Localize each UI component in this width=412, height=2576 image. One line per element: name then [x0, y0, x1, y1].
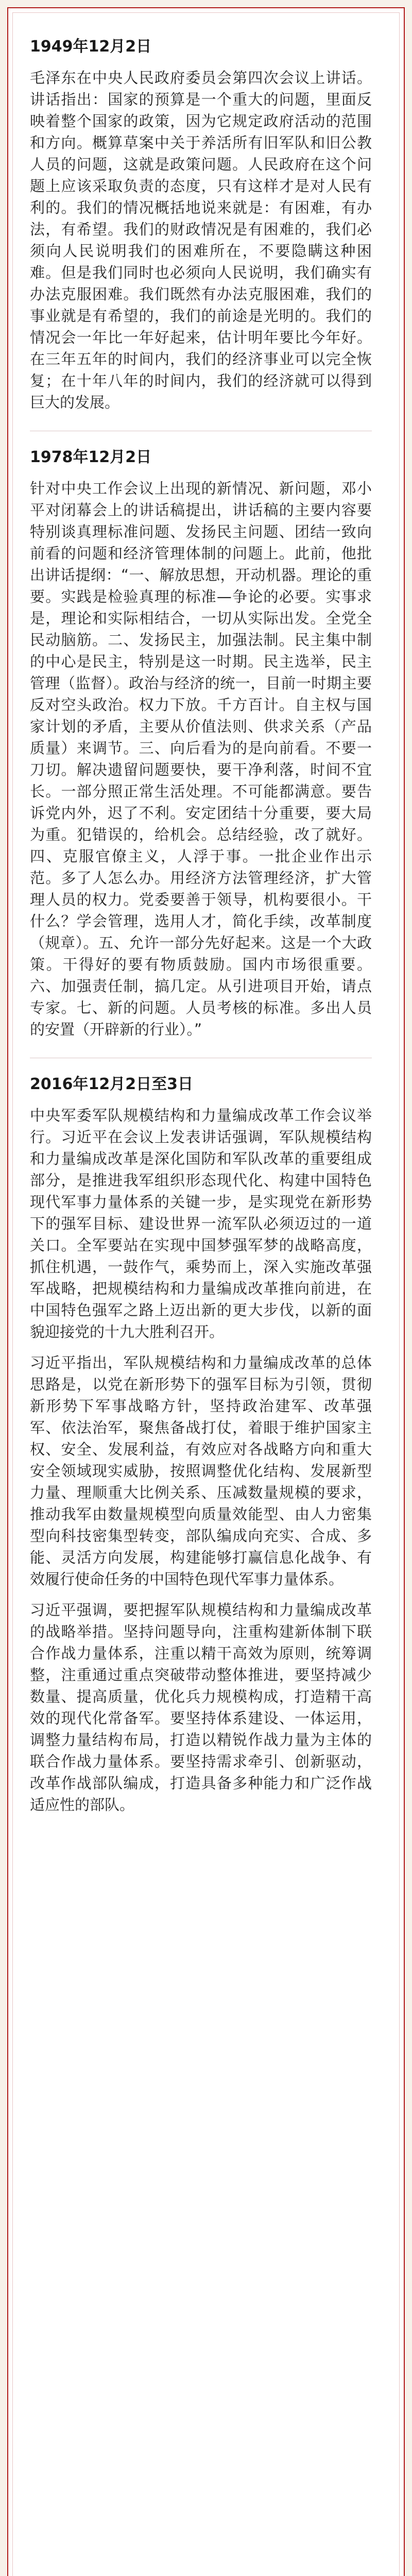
- entry-date: 2016年12月2日至3日: [30, 1075, 193, 1093]
- history-entry-1978: [30, 447, 372, 1040]
- entry-paragraph: 习近平强调，要把握军队规模结构和力量编成改革的战略举措。坚持问题导向，注重构建新体制下联合作战力量体系，注重以精干高效为原则，统筹调整，注重通过重点突破带动整体推进，要坚持减少数量、提高质量，优化兵力规模构成，打造精干高效的现代化常备军。要坚持体系建设、一体运用，调整力量结构布局，打造以精锐作战力量为主体的联合作战力量体系。要坚持需求牵引、创新驱动，改革作战部队编成，打造具备多种能力和广泛作战适应性的部队。: [30, 1601, 372, 1814]
- history-entry-1949: [30, 36, 372, 413]
- entry-paragraph: 习近平指出，军队规模结构和力量编成改革的总体思路是，以党在新形势下的强军目标为引领，贯彻新形势下军事战略方针，坚持政治建军、改革强军、依法治军，聚焦备战打仗，着眼于维护国家主权、安全、发展利益，有效应对各战略方向和重大安全领域现实威胁，按照调整优化结构、发展新型力量、理顺重大比例关系、压减数量规模的要求，推动我军由数量规模型向质量效能型、由人力密集型向科技密集型转变，部队编成向充实、合成、多能、灵活方向发展，构建能够打赢信息化战争、有效履行使命任务的中国特色现代军事力量体系。: [30, 1354, 372, 1588]
- entry-date: 1949年12月2日: [30, 38, 152, 56]
- article-card: [30, 36, 372, 2576]
- entry-paragraph: 中央军委军队规模结构和力量编成改革工作会议举行。习近平在会议上发表讲话强调，军队规模结构和力量编成改革是深化国防和军队改革的重要组成部分，是推进我军组织形态现代化、构建中国特色现代军事力量体系的关键一步，是实现党在新形势下的强军目标、建设世界一流军队必须迈过的一道关口。全军要站在实现中国梦强军梦的战略高度，抓住机遇，一鼓作气，乘势而上，深入实施改革强军战略，把规模结构和力量编成改革推向前进，在中国特色强军之路上迈出新的更大步伐，以新的面貌迎接党的十九大胜利召开。: [30, 1107, 372, 1341]
- history-entry-2016: [30, 1074, 372, 1816]
- entry-paragraph: 针对中央工作会议上出现的新情况、新问题，邓小平对闭幕会上的讲话稿提出，讲话稿的主要内容要特别谈真理标准问题、发扬民主问题、团结一致向前看的问题和经济管理体制的问题上。此前，他批出讲话提纲：“一、解放思想，开动机器。理论的重要。实践是检验真理的标准—争论的必要。实事求是，理论和实际相结合，一切从实际出发。全党全民动脑筋。二、发扬民主，加强法制。民主集中制的中心是民主，特别是这一时期。民主选举，民主管理（监督）。政治与经济的统一，目前一时期主要反对空头政治。权力下放。千方百计。自主权与国家计划的矛盾，主要从价值法则、供求关系（产品质量）来调节。三、向后看为的是向前看。不要一刀切。解决遗留问题要快，要干净利落，时间不宜长。一部分照正常生活处理。不可能都满意。要告诉党内外，迟了不利。安定团结十分重要，要大局为重。犯错误的，给机会。总结经验，改了就好。四、克服官僚主义，人浮于事。一批企业作出示范。多了人怎么办。用经济方法管理经济，扩大管理人员的权力。党委要善于领导，机构要很小。干什么？学会管理，选用人才，简化手续，改革制度（规章）。五、允许一部分先好起来。这是一个大政策。干得好的要有物质鼓励。国内市场很重要。六、加强责任制，搞几定。从引进项目开始，请点专家。七、新的问题。人员考核的标准。多出人员的安置（开辟新的行业）。”: [30, 480, 372, 1038]
- entry-date: 1978年12月2日: [30, 448, 152, 466]
- entry-paragraph: 毛泽东在中央人民政府委员会第四次会议上讲话。讲话指出：国家的预算是一个重大的问题，里面反映着整个国家的政策，因为它规定政府活动的范围和方向。概算草案中关于养活所有旧军队和旧公教人员的问题，这就是政策问题。人民政府在这个问题上应该采取负责的态度，只有这样才是对人民有利的。我们的情况概括地说来就是：有困难，有办法，有希望。我们的财政情况是有困难的，我们必须向人民说明我们的困难所在，不要隐瞒这种困难。但是我们同时也必须向人民说明，我们确实有办法克服困难。我们既然有办法克服困难，我们的事业就是有希望的，我们的前途是光明的。我们的情况会一年比一年好起来，估计明年要比今年好。在三年五年的时间内，我们的经济事业可以完全恢复；在十年八年的时间内，我们的经济就可以得到巨大的发展。: [30, 69, 372, 411]
